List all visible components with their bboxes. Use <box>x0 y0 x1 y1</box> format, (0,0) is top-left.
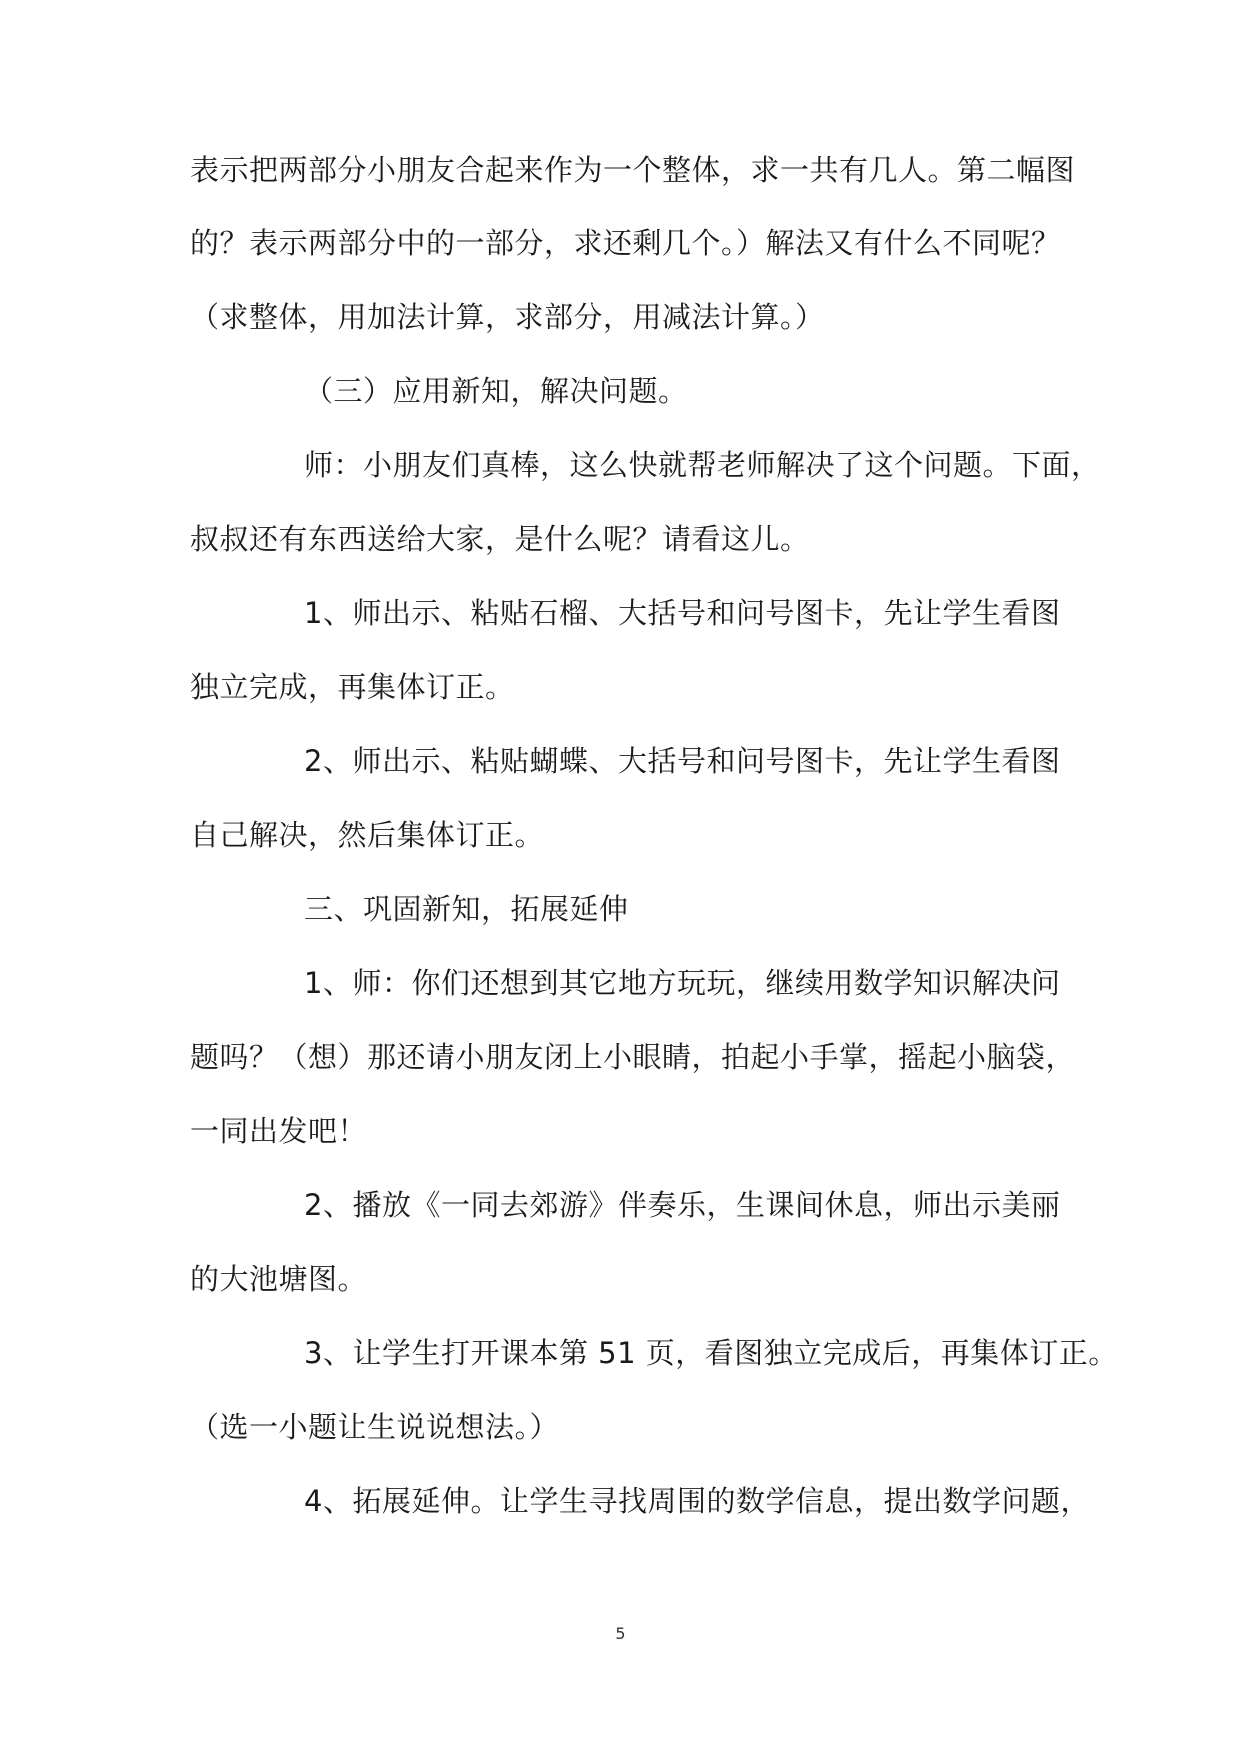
text-line: 的大池塘图。 <box>190 1262 368 1296</box>
text-line: 题吗？（想）那还请小朋友闭上小眼睛，拍起小手掌，摇起小脑袋， <box>190 1040 1076 1074</box>
text-line: 独立完成，再集体订正。 <box>190 670 515 704</box>
section-heading: 三、巩固新知，拓展延伸 <box>304 892 629 926</box>
text-line: 一同出发吧！ <box>190 1114 368 1148</box>
section-heading: （三）应用新知，解决问题。 <box>304 374 688 408</box>
text-line: 的？表示两部分中的一部分，求还剩几个。）解法又有什么不同呢？ <box>190 226 1061 260</box>
text-line: 自己解决，然后集体订正。 <box>190 818 545 852</box>
text-line: （求整体，用加法计算，求部分，用减法计算。） <box>190 300 825 334</box>
list-item: 4、拓展延伸。让学生寻找周围的数学信息，提出数学问题， <box>304 1484 1090 1518</box>
text-line: 表示把两部分小朋友合起来作为一个整体，求一共有几人。第二幅图 <box>190 153 1076 187</box>
text-line: （选一小题让生说说想法。） <box>190 1410 560 1444</box>
list-item: 1、师：你们还想到其它地方玩玩，继续用数学知识解决问 <box>304 966 1061 1000</box>
list-item: 3、让学生打开课本第 51 页，看图独立完成后，再集体订正。 <box>304 1336 1118 1370</box>
page-number: 5 <box>615 1624 626 1643</box>
text-line: 师：小朋友们真棒，这么快就帮老师解决了这个问题。下面， <box>304 448 1101 482</box>
list-item: 1、师出示、粘贴石榴、大括号和问号图卡，先让学生看图 <box>304 596 1061 630</box>
list-item: 2、播放《一同去郊游》伴奏乐，生课间休息，师出示美丽 <box>304 1188 1061 1222</box>
text-line: 叔叔还有东西送给大家，是什么呢？请看这儿。 <box>190 522 810 556</box>
list-item: 2、师出示、粘贴蝴蝶、大括号和问号图卡，先让学生看图 <box>304 744 1061 778</box>
